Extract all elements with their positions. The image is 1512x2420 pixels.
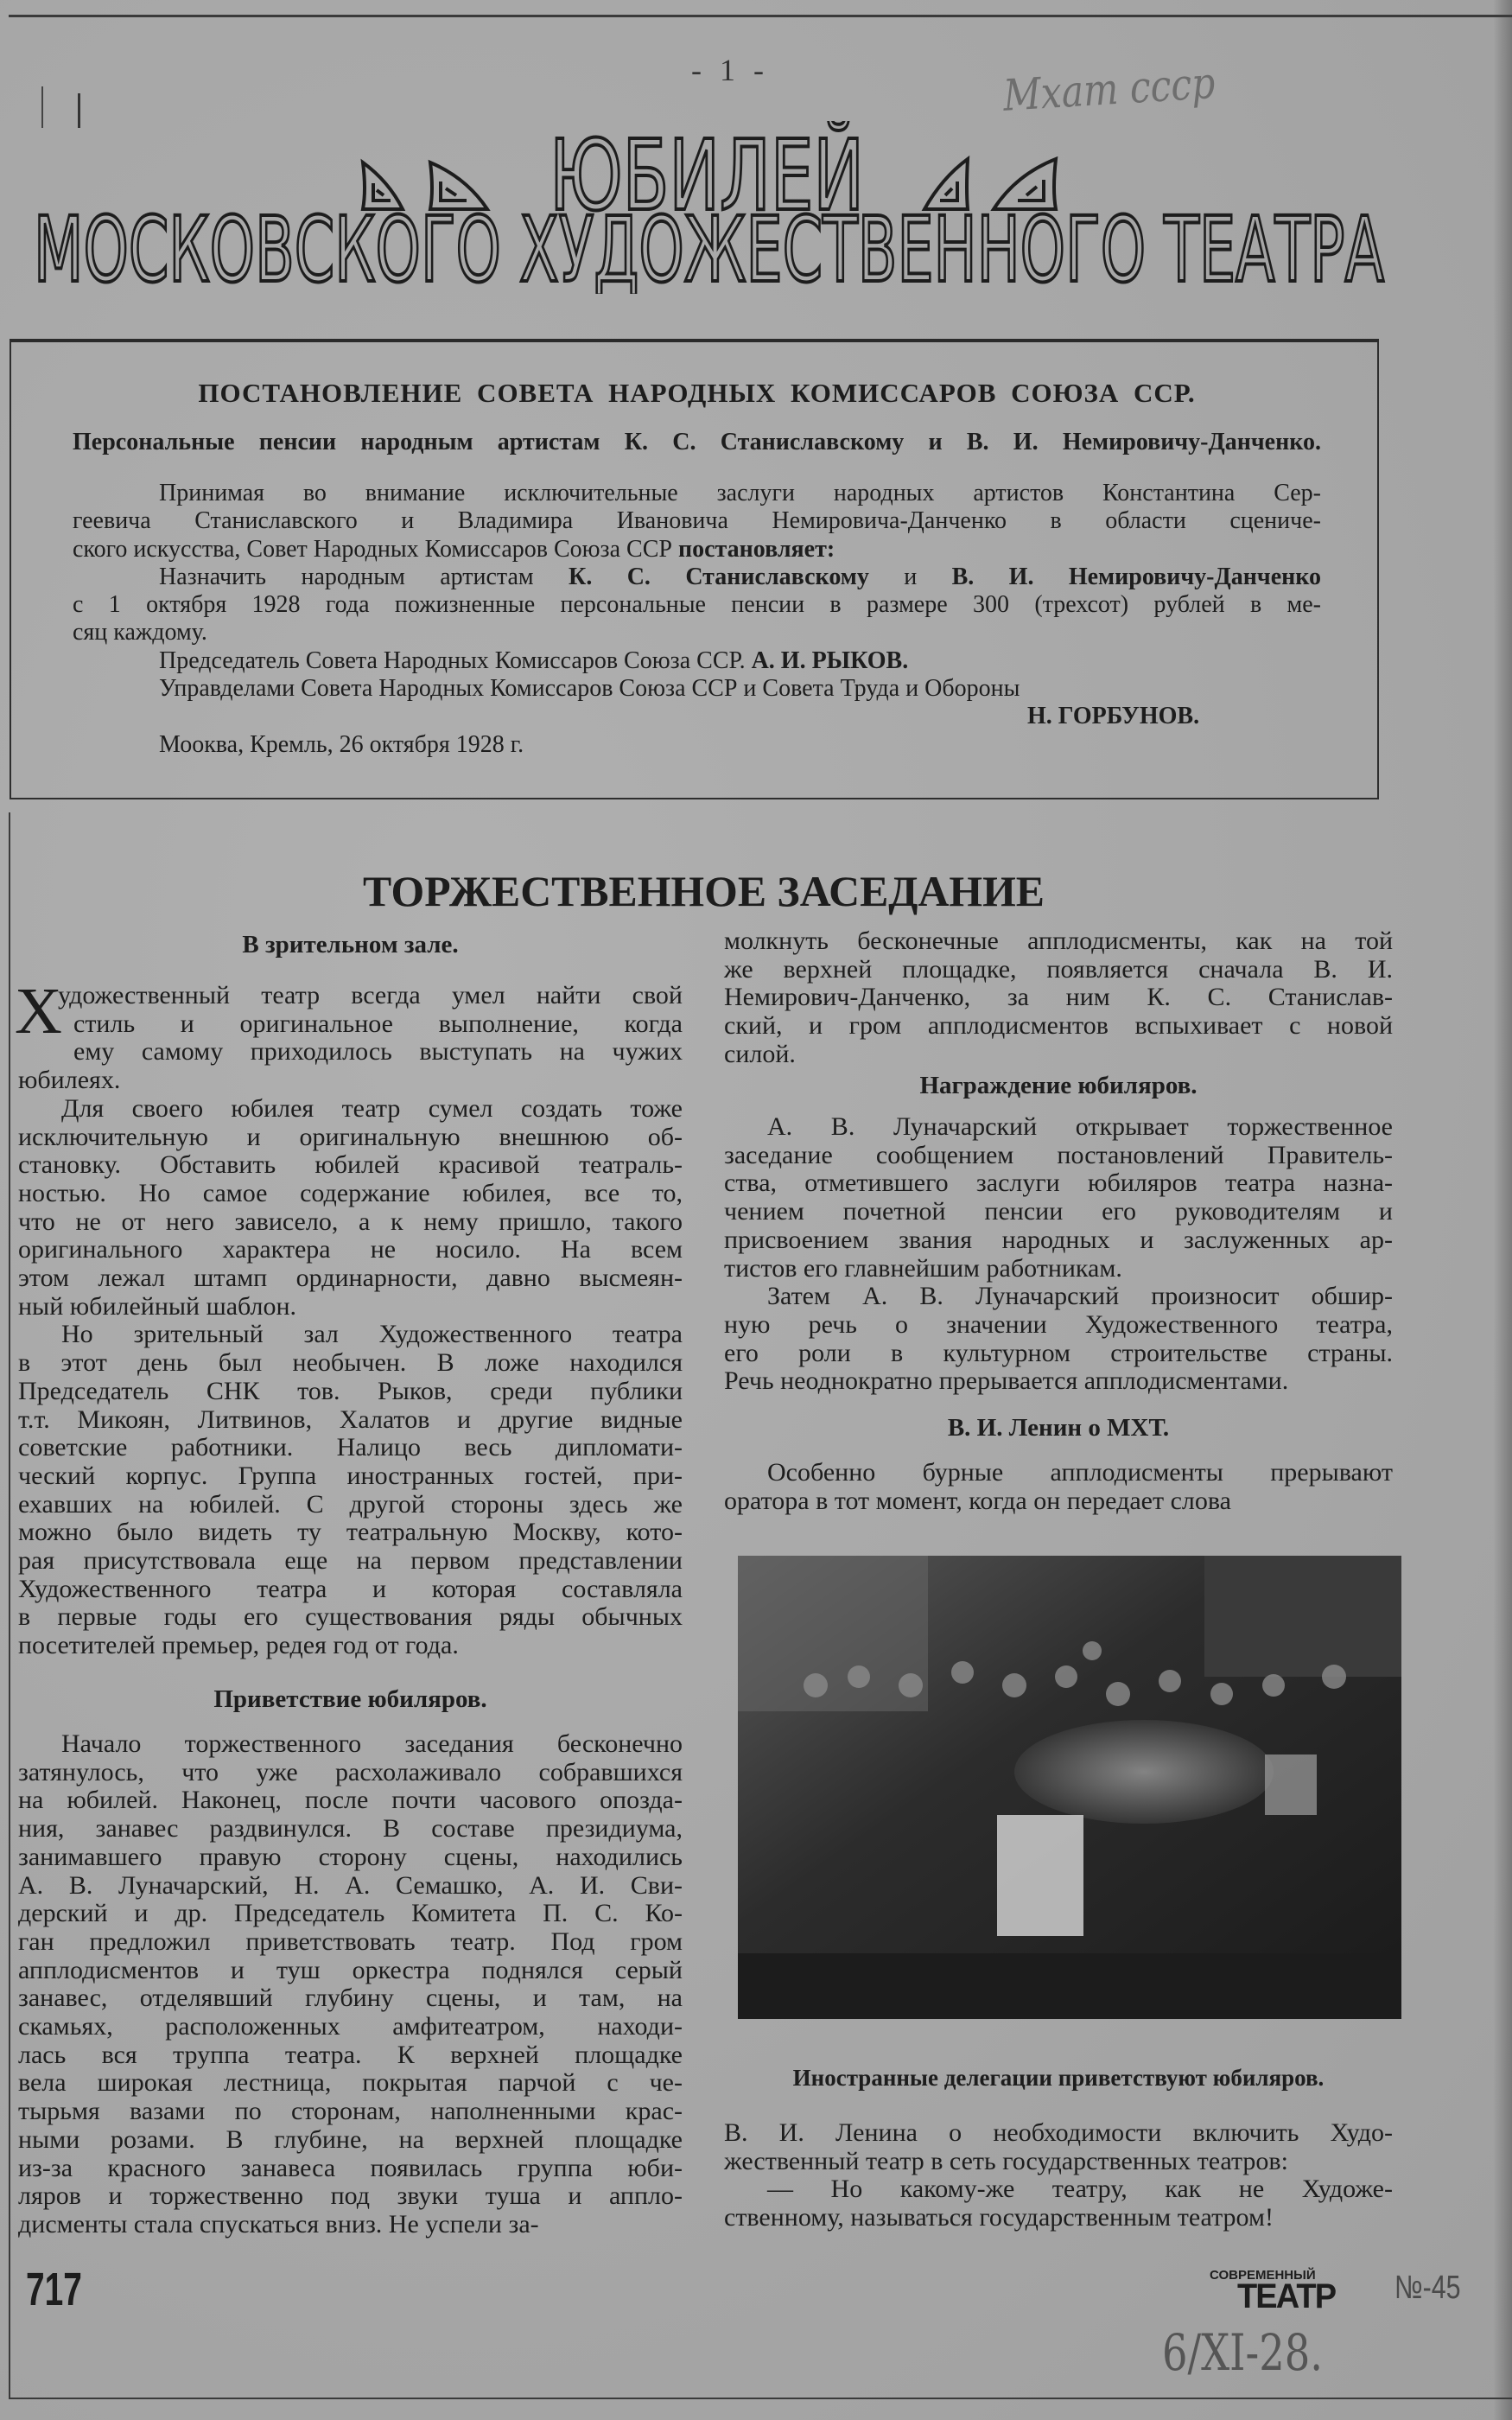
- text-line: занавес, отделявший глубину сцены, и там, на: [18, 1984, 683, 2013]
- issue-number: №-45: [1394, 2270, 1461, 2306]
- text-line: Начало торжественного заседания бесконечно: [61, 1729, 683, 1758]
- text-line: в этот день был необычен. В ложе находился: [18, 1348, 683, 1378]
- text: и: [868, 563, 952, 590]
- decree-subheading: Персональные пенсии народным артистам К. С. Станиславскому и В. И. Немировичу-Данченко.: [73, 429, 1321, 455]
- text-line: советские работники. Налицо весь дипломати-: [18, 1433, 683, 1462]
- text-line: молкнуть бесконечные апплодисменты, как на той: [724, 927, 1393, 955]
- section-heading-awards: Награждение юбиляров.: [919, 1072, 1198, 1099]
- text-line: присвоением звания народных и заслуженных ар-: [724, 1225, 1393, 1254]
- decree-signature: Н. ГОРБУНОВ.: [1027, 703, 1200, 729]
- article-title: [0, 861, 1512, 921]
- paragraph: [18, 1730, 683, 2239]
- text-line: из-за красного занавеса появилась группа юби-: [18, 2153, 683, 2182]
- text-line: Затем А. В. Луначарский произносит обшир-: [767, 1282, 1393, 1311]
- section-auditorium-text: [15, 975, 683, 1660]
- text: с 1 октября 1928 года пожизненные персональные пенсии в размере 300 (трехсот) рублей в ме-: [73, 591, 1321, 619]
- text-line: рая присутствовала еще на первом представлении: [18, 1546, 683, 1576]
- article-title-text: ТОРЖЕСТВЕННОЕ ЗАСЕДАНИЕ: [363, 867, 1045, 915]
- bold-text: А. И. РЫКОВ.: [751, 646, 909, 674]
- bold-text: В. И. Немировичу-Данченко: [951, 563, 1322, 590]
- page-number: 717: [26, 2264, 82, 2315]
- text-line: юбилеях.: [18, 1066, 121, 1095]
- text-line: что не от него зависело, а к нему пришло, такого: [18, 1207, 683, 1236]
- text-line: [73, 507, 1321, 535]
- text-line: в первые годы его существования ряды обычных: [18, 1602, 683, 1632]
- section-lenin-text: [724, 1459, 1393, 1515]
- magazine-logo-top: СОВРЕМЕННЫЙ: [1210, 2268, 1316, 2283]
- text: ского искусства, Совет Народных Комиссаров Союза ССР: [73, 535, 678, 563]
- text-line: оратора в тот момент, когда он передает слова: [724, 1486, 1231, 1515]
- masthead-title-theatre: МОСКОВСКОГО ХУДОЖЕСТВЕННОГО ТЕАТРА: [34, 197, 1384, 294]
- text: сяц каждому.: [73, 619, 207, 646]
- text: Мооква, Кремль, 26 октября 1928 г.: [159, 731, 524, 758]
- paragraphs: [18, 1730, 683, 2239]
- text-line: ческий корпус. Группа иностранных гостей, при-: [18, 1461, 683, 1490]
- text-line: ехавших на юбилей. С другой стороны здесь же: [18, 1489, 683, 1519]
- paragraph: [18, 1095, 683, 1321]
- masthead: [0, 121, 1512, 294]
- text-line: ными розами. В глубине, на верхней площадке: [18, 2124, 683, 2154]
- paragraph: [73, 480, 1321, 564]
- paragraph: [724, 1283, 1393, 1396]
- bold-text: постановляет:: [677, 535, 835, 563]
- text-line: вела широкая лестница, покрытая парчой с че-: [18, 2068, 683, 2098]
- text-line: дисменты стала спускаться вниз. Не успели за-: [18, 2209, 539, 2238]
- text-line: этом лежал штамп ординарности, давно высмеян-: [18, 1264, 683, 1293]
- text-line: ляров и торжественно под звуки туша и аппло-: [18, 2181, 683, 2211]
- decree-heading: ПОСТАНОВЛЕНИЕ СОВЕТА НАРОДНЫХ КОМИССАРОВ СОЮЗА ССР.: [198, 378, 1196, 408]
- decree-date: [73, 731, 1321, 759]
- pencil-date: 6/XI-28.: [1162, 2323, 1323, 2382]
- text-line: лась вся труппа театра. К верхней площадке: [18, 2040, 683, 2069]
- photo-foreign-delegations: [738, 1556, 1401, 2019]
- text-line: занимавшего правую сторону сцены, находились: [18, 1842, 683, 1871]
- paragraphs: [724, 1459, 1393, 1515]
- decree-body: [73, 480, 1321, 703]
- text: геевича Станиславского и Владимира Ивановича Немировича-Данченко в области сцениче-: [73, 507, 1321, 535]
- paragraph: [724, 927, 1393, 1069]
- bold-text: К. С. Станиславскому: [569, 563, 869, 590]
- scan-edge-shadow: [1493, 0, 1512, 2420]
- section-heading-lenin: В. И. Ленин о МХТ.: [947, 1414, 1170, 1442]
- text-line: затянулось, что уже расхолаживало собравшихся: [18, 1757, 683, 1786]
- text-line: тистов его главнейшим работникам.: [724, 1253, 1122, 1283]
- text-line: апплодисментов и туш оркестра поднялся серый: [18, 1955, 683, 1984]
- text-line: Председатель СНК тов. Рыков, среди публики: [18, 1376, 683, 1405]
- text-line: удожественный театр всегда умел найти свой: [58, 981, 683, 1009]
- text-line: [73, 591, 1321, 619]
- paragraphs: [724, 2119, 1393, 2232]
- text-line: становку. Обставить юбилей красивой театраль-: [18, 1150, 683, 1180]
- text-line: Художественного театра и которая составляла: [18, 1574, 683, 1603]
- text-line: т.т. Микоян, Литвинов, Халатов и другие видные: [18, 1404, 683, 1434]
- text-line: силой.: [724, 1039, 796, 1068]
- text-line: же верхней площадке, появляется сначала В. И.: [724, 954, 1393, 984]
- section-heading-greeting: Приветствие юбиляров.: [213, 1685, 487, 1713]
- section-greeting-continued: [724, 927, 1393, 1069]
- text-line: [73, 675, 1321, 703]
- section-awards-text: [724, 1113, 1393, 1396]
- text-line: [73, 480, 1321, 507]
- pencil-note: Мхат ссср: [1002, 57, 1217, 121]
- paragraph: [724, 2119, 1393, 2175]
- text-line: ства, отметившего заслуги юбиляров театра назна-: [724, 1169, 1393, 1198]
- paragraph: [724, 1113, 1393, 1283]
- paragraph: [18, 1321, 683, 1659]
- text-line: на юбилей. Наконец, после почти часового опозда-: [18, 1786, 683, 1815]
- masthead-title-jubilee: ЮБИЛЕЙ: [550, 121, 1000, 232]
- paragraph: [724, 1459, 1393, 1515]
- text-line: [73, 619, 1321, 646]
- text-line: [73, 536, 1321, 564]
- text-line: скамьях, расположенных амфитеатром, находи-: [18, 2012, 683, 2041]
- text-line: [73, 647, 1321, 675]
- text-line: [73, 731, 1321, 759]
- paragraphs: [724, 927, 1393, 1069]
- text: Назначить народным артистам: [159, 563, 569, 590]
- text-line: чением почетной пенсии его руководителям и: [724, 1197, 1393, 1226]
- text-line: его роли в культурном строительстве страны.: [724, 1338, 1393, 1367]
- text: Председатель Совета Народных Комиссаров Союза ССР.: [159, 646, 752, 674]
- paragraph: [73, 564, 1321, 647]
- section-heading-auditorium: В зрительном зале.: [242, 931, 459, 958]
- text-line: Немирович-Данченко, за ним К. С. Станислав-: [724, 983, 1393, 1012]
- text-line: В. И. Ленина о необходимости включить Худо-: [724, 2118, 1393, 2147]
- bottom-rule: [9, 2398, 1512, 2399]
- text-line: исключительную и оригинальную внешнюю об-: [18, 1122, 683, 1151]
- text: Принимая во внимание исключительные заслуги народных артистов Константина Сер-: [159, 480, 1321, 506]
- paragraph: [73, 731, 1321, 759]
- text-line: стиль и оригинальное выполнение, когда: [73, 1009, 683, 1038]
- text-line: Для своего юбилея театр сумел создать тоже: [61, 1093, 683, 1123]
- text-line: [73, 564, 1321, 591]
- drop-cap: Х: [15, 975, 62, 1048]
- paragraph: [18, 982, 683, 1095]
- text-line: Речь неоднократно прерывается апплодисментами.: [724, 1366, 1289, 1396]
- text: Управделами Совета Народных Комиссаров Союза ССР и Совета Труда и Обороны: [159, 675, 1020, 703]
- text-line: заседание сообщением постановлений Правитель-: [724, 1140, 1393, 1169]
- text-line: ему самому приходилось выступать на чужих: [73, 1037, 683, 1067]
- text-line: посетителей премьер, редея год от года.: [18, 1631, 459, 1660]
- text-line: можно было видеть ту театральную Москву, кото-: [18, 1518, 683, 1547]
- text-line: А. В. Луначарский, Н. А. Семашко, А. И. Сви-: [18, 1870, 683, 1900]
- text-line: тырьмя вазами по сторонам, наполненными крас-: [18, 2097, 683, 2126]
- text-line: ган предложил приветствовать театр. Под гром: [18, 1926, 683, 1956]
- text-line: оригинального характера не носило. На всем: [18, 1235, 683, 1264]
- magazine-logo-main: ТЕАТР: [1237, 2277, 1336, 2315]
- text-line: ностью. Но самое содержание юбилея, все то,: [18, 1178, 683, 1207]
- text-line: — Но какому-же театру, как не Художе-: [767, 2175, 1393, 2204]
- text-line: ский, и гром апплодисментов вспыхивает с новой: [724, 1011, 1393, 1041]
- paragraphs: [724, 1113, 1393, 1396]
- photo-caption: Иностранные делегации приветствуют юбиляров.: [792, 2065, 1325, 2091]
- paragraph: [724, 2175, 1393, 2232]
- page-mark: - 1 -: [691, 53, 769, 87]
- text-line: ный юбилейный шаблон.: [18, 1291, 297, 1321]
- text-line: ственному, называться государственным театром!: [724, 2203, 1274, 2232]
- top-rule: [9, 15, 1512, 17]
- section-greeting-text: [18, 1730, 683, 2239]
- text-line: Особенно бурные апплодисменты прерывают: [767, 1458, 1393, 1487]
- paragraph: [73, 675, 1321, 703]
- paragraph: [73, 647, 1321, 675]
- text-line: ную речь о значении Художественного театра,: [724, 1309, 1393, 1339]
- section-lenin-continued: [724, 2119, 1393, 2232]
- paragraphs: [18, 982, 683, 1660]
- text-line: Но зрительный зал Художественного театра: [61, 1320, 683, 1349]
- text-line: дерский и др. Председатель Комитета П. С. Ко-: [18, 1899, 683, 1928]
- text-line: ния, занавес раздвинулся. В составе президиума,: [18, 1814, 683, 1844]
- text-line: жественный театр в сеть государственных театров:: [724, 2146, 1288, 2175]
- text-line: А. В. Луначарский открывает торжественное: [767, 1112, 1393, 1141]
- left-page-border: [9, 812, 10, 2399]
